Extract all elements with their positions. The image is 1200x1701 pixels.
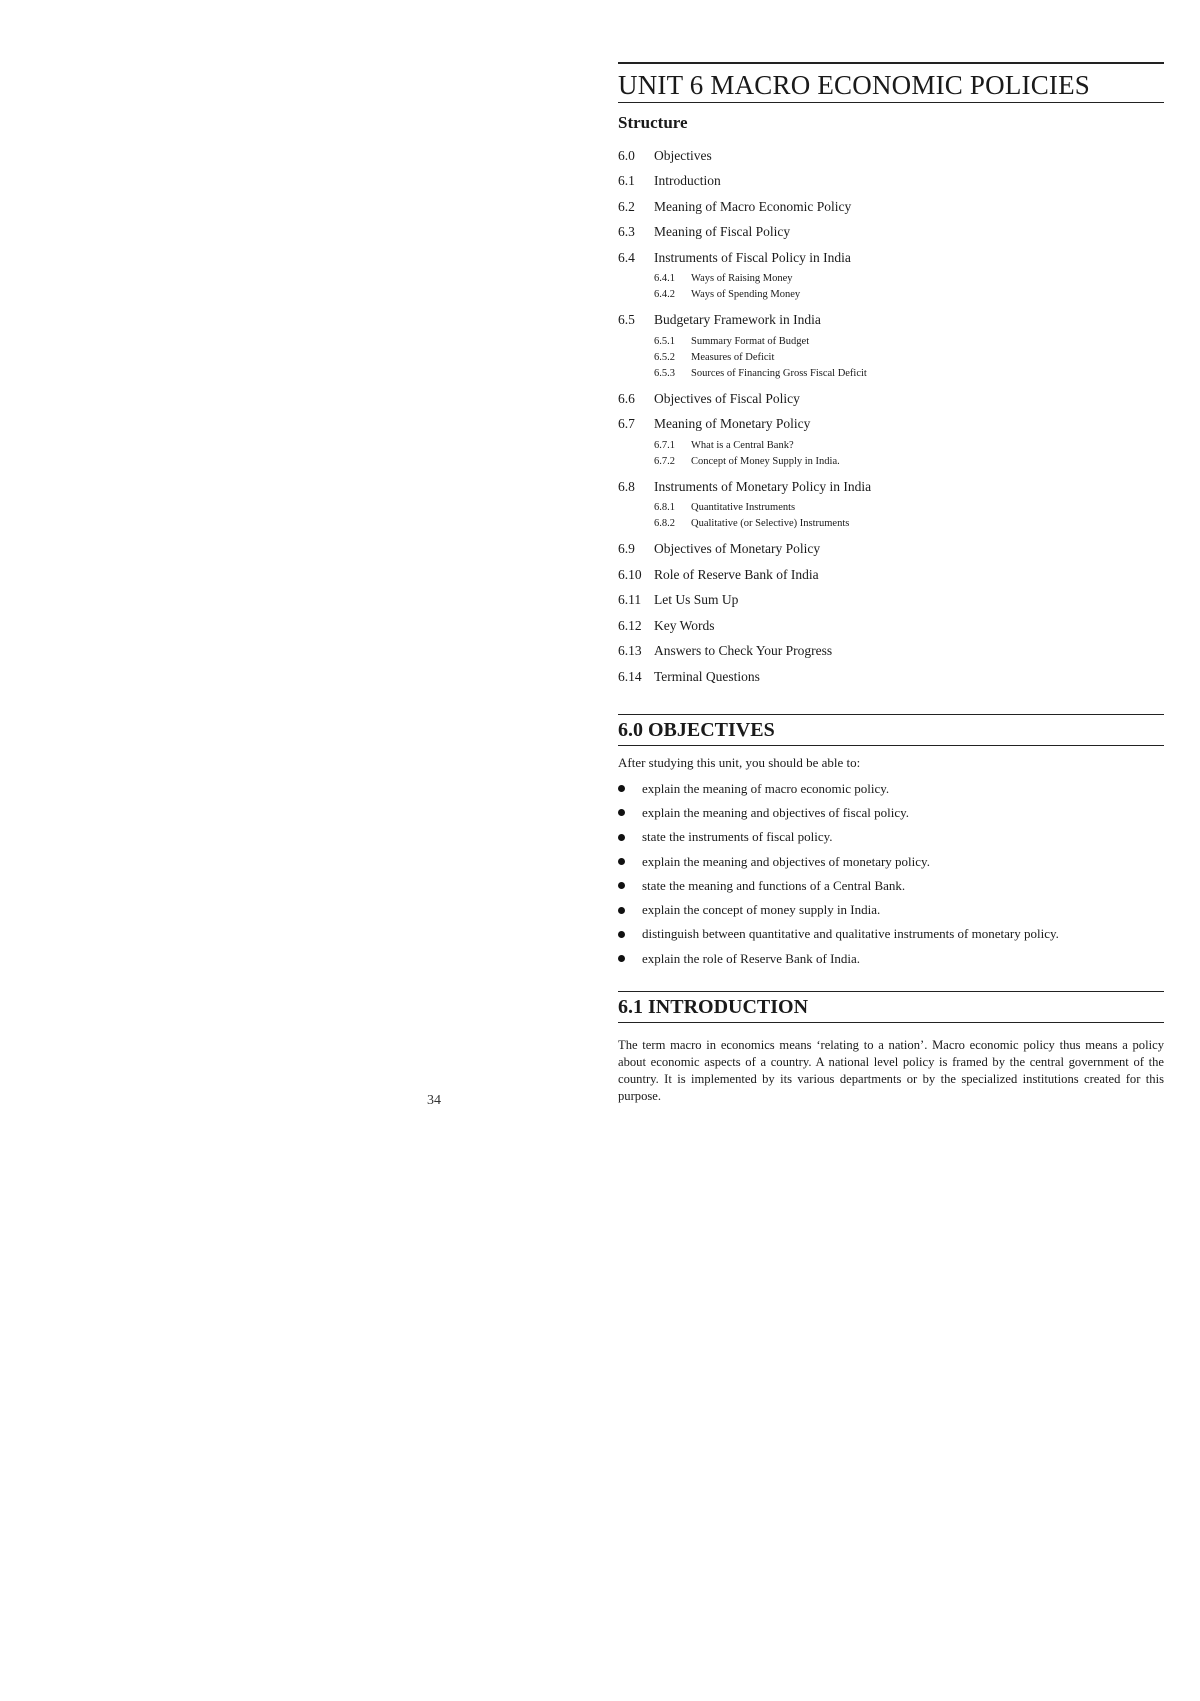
toc-row	[618, 537, 1164, 563]
toc-sub-list	[618, 333, 1164, 381]
title-bottom-rule	[618, 102, 1164, 103]
toc-number: 6.10	[618, 566, 642, 582]
objective-item	[618, 825, 1164, 849]
toc-item	[618, 194, 1164, 220]
toc-item	[618, 143, 1164, 169]
toc-sub-item	[654, 500, 1164, 516]
unit-content	[618, 62, 1164, 1106]
toc-number: 6.12	[618, 617, 642, 633]
toc-label: Meaning of Fiscal Policy	[654, 224, 791, 240]
toc-sub-label: What is a Central Bank?	[691, 439, 794, 451]
toc-sub-label: Ways of Raising Money	[691, 273, 793, 284]
toc-row	[618, 169, 1164, 195]
toc-number: 6.11	[618, 592, 642, 608]
objectives-list	[618, 777, 1164, 971]
bullet-icon	[618, 785, 625, 792]
toc-label: Key Words	[654, 617, 715, 633]
toc-sub-label: Qualitative (or Selective) Instruments	[691, 518, 850, 529]
toc-sub-number: 6.4.2	[654, 289, 675, 300]
toc-row	[618, 308, 1164, 334]
objective-text: state the meaning and functions of a Central Bank.	[642, 877, 906, 893]
toc-item	[618, 412, 1164, 470]
toc-item	[618, 474, 1164, 532]
toc-label: Answers to Check Your Progress	[654, 643, 833, 659]
introduction-title: 6.1 INTRODUCTION	[618, 992, 1164, 1023]
bullet-icon	[618, 931, 625, 938]
toc-row	[618, 143, 1164, 169]
toc-sub-label: Quantitative Instruments	[691, 502, 796, 513]
structure-heading: Structure	[618, 113, 688, 132]
objective-text: distinguish between quantitative and qualitative instruments of monetary policy.	[642, 926, 1059, 942]
toc-label: Let Us Sum Up	[654, 592, 739, 608]
toc-sub-item	[654, 287, 1164, 303]
toc-label: Terminal Questions	[654, 668, 760, 684]
objective-item	[618, 922, 1164, 946]
unit-title: UNIT 6 MACRO ECONOMIC POLICIES	[618, 70, 1091, 100]
toc-label: Role of Reserve Bank of India	[654, 566, 819, 582]
toc-row	[618, 386, 1164, 412]
toc-sub-item	[654, 349, 1164, 365]
toc-label: Budgetary Framework in India	[654, 312, 821, 328]
toc-label: Instruments of Monetary Policy in India	[654, 478, 872, 494]
objective-item	[618, 874, 1164, 898]
page-number: 34	[427, 1093, 441, 1108]
toc-sub-number: 6.8.1	[654, 502, 675, 513]
toc-sub-number: 6.8.2	[654, 518, 675, 529]
toc-sub-label: Summary Format of Budget	[691, 335, 810, 347]
toc-row	[618, 562, 1164, 588]
bullet-icon	[618, 858, 625, 865]
toc-label: Objectives of Monetary Policy	[654, 541, 821, 557]
bullet-icon	[618, 834, 625, 841]
objective-text: state the instruments of fiscal policy.	[642, 829, 833, 845]
bullet-icon	[618, 882, 625, 889]
toc-item	[618, 537, 1164, 563]
objective-text: explain the meaning and objectives of fiscal policy.	[642, 804, 910, 820]
toc-number: 6.1	[618, 173, 635, 189]
table-of-contents	[618, 143, 1164, 690]
toc-sub-number: 6.5.3	[654, 367, 675, 379]
toc-sub-number: 6.7.1	[654, 439, 675, 451]
toc-sub-number: 6.5.2	[654, 351, 675, 363]
objective-text: explain the meaning and objectives of monetary policy.	[642, 853, 930, 869]
toc-number: 6.4	[618, 249, 635, 265]
toc-sub-item	[654, 437, 1164, 453]
toc-sub-label: Ways of Spending Money	[691, 289, 801, 300]
objectives-intro: After studying this unit, you should be able to:	[618, 754, 861, 770]
toc-item	[618, 664, 1164, 690]
toc-sub-list	[618, 271, 1164, 303]
objectives-title: 6.0 OBJECTIVES	[618, 715, 1164, 746]
toc-label: Instruments of Fiscal Policy in India	[654, 249, 851, 265]
toc-label: Objectives of Fiscal Policy	[654, 390, 800, 406]
toc-item	[618, 169, 1164, 195]
toc-number: 6.0	[618, 147, 635, 163]
toc-row	[618, 220, 1164, 246]
objectives-section	[618, 714, 1164, 971]
bullet-icon	[618, 809, 625, 816]
toc-item	[618, 308, 1164, 382]
objective-item	[618, 777, 1164, 801]
toc-item	[618, 220, 1164, 246]
toc-number: 6.6	[618, 390, 635, 406]
objective-item	[618, 898, 1164, 922]
toc-sub-number: 6.5.1	[654, 335, 675, 347]
toc-sub-item	[654, 365, 1164, 381]
toc-sub-list	[618, 500, 1164, 532]
toc-sub-number: 6.4.1	[654, 273, 675, 284]
toc-label: Meaning of Macro Economic Policy	[654, 198, 852, 214]
toc-number: 6.2	[618, 198, 635, 214]
toc-sub-list	[618, 437, 1164, 469]
toc-sub-item	[654, 271, 1164, 287]
toc-sub-label: Sources of Financing Gross Fiscal Deficit	[691, 367, 867, 379]
objective-text: explain the role of Reserve Bank of India.	[642, 950, 861, 966]
toc-number: 6.8	[618, 478, 635, 494]
toc-label: Meaning of Monetary Policy	[654, 416, 811, 432]
toc-row	[618, 664, 1164, 690]
toc-row	[618, 588, 1164, 614]
toc-number: 6.9	[618, 541, 635, 557]
toc-row	[618, 613, 1164, 639]
toc-item	[618, 386, 1164, 412]
introduction-section	[618, 991, 1164, 1106]
toc-number: 6.3	[618, 224, 635, 240]
toc-item	[618, 562, 1164, 588]
objective-item	[618, 947, 1164, 971]
introduction-paragraph: The term macro in economics means ‘relating to a nation’. Macro economic policy thus means a policy about economic aspects of a country. A national level policy is framed by the central government of the country. It is implemented by its various departments or by the specialized institutions created for this purpose.	[618, 1037, 1164, 1104]
toc-label: Objectives	[654, 147, 712, 163]
objective-text: explain the meaning of macro economic policy.	[642, 780, 890, 796]
toc-sub-item	[654, 453, 1164, 469]
toc-item	[618, 588, 1164, 614]
toc-row	[618, 474, 1164, 500]
toc-number: 6.14	[618, 668, 642, 684]
toc-row	[618, 245, 1164, 271]
toc-sub-item	[654, 333, 1164, 349]
toc-number: 6.5	[618, 312, 635, 328]
objective-item	[618, 801, 1164, 825]
bullet-icon	[618, 907, 625, 914]
toc-item	[618, 245, 1164, 303]
toc-sub-item	[654, 516, 1164, 532]
toc-label: Introduction	[654, 173, 721, 189]
toc-sub-number: 6.7.2	[654, 455, 675, 467]
objective-item	[618, 849, 1164, 873]
toc-row	[618, 412, 1164, 438]
toc-item	[618, 613, 1164, 639]
toc-number: 6.13	[618, 643, 642, 659]
toc-row	[618, 194, 1164, 220]
toc-sub-label: Measures of Deficit	[691, 351, 775, 363]
toc-item	[618, 639, 1164, 665]
objective-text: explain the concept of money supply in India.	[642, 902, 881, 918]
toc-sub-label: Concept of Money Supply in India.	[691, 455, 840, 467]
toc-row	[618, 639, 1164, 665]
toc-number: 6.7	[618, 416, 635, 432]
bullet-icon	[618, 955, 625, 962]
